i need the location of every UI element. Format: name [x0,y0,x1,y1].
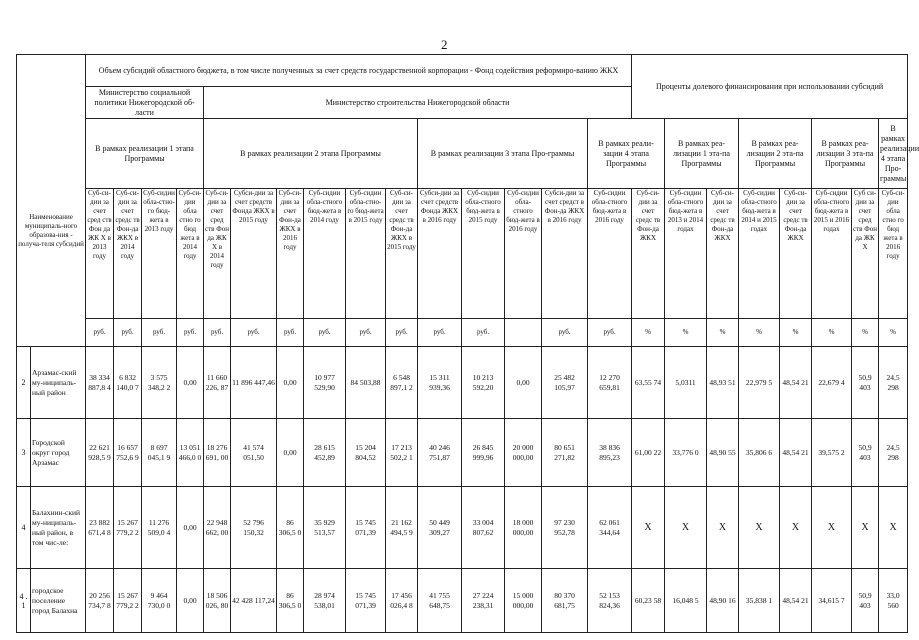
value-cell: 20 256 734,7 8 [86,569,114,633]
value-cell: 50,9 403 [852,347,879,419]
value-cell: 80 651 271,82 [542,419,588,487]
pstage3-header: В рамках реа-лизации 3 эта-па Программы [812,119,879,189]
value-cell: 50,9 403 [852,419,879,487]
stage1-header: В рамках реализации 1 этапа Программы [86,119,204,189]
value-cell: 35,838 1 [739,569,780,633]
value-cell: 39,575 2 [812,419,852,487]
value-cell: 42 428 117,24 [231,569,277,633]
unit-cell: руб. [277,319,304,347]
column-header: Суб-сидии обла-стного бюд-жета в 2013 и 2014 годах [665,189,707,319]
column-header: Суб-сидии обла-стного бюд-жета в 2014 и 2015 годах [739,189,780,319]
value-cell: 3 575 348,2 2 [142,347,177,419]
value-cell: 27 224 238,31 [462,569,505,633]
value-cell: X [739,487,780,569]
value-cell: 22 621 928,5 9 [86,419,114,487]
column-header: Суб-си-дии за счет средс тв Фон-да ЖКХ [632,189,665,319]
value-cell: 41 755 648,75 [418,569,462,633]
value-cell: X [632,487,665,569]
column-header: Субси-дии за счет средств Фонда ЖКХ в 2016 году [418,189,462,319]
value-cell: 15 311 939,36 [418,347,462,419]
column-header: Субси-дии за счет средств Фонда ЖКХ в 2015 году [231,189,277,319]
table-row [17,487,908,569]
pstage2-header: В рамках реа-лизации 2 эта-па Программы [739,119,812,189]
unit-cell: руб. [114,319,142,347]
value-cell: 18 000 000,00 [505,487,542,569]
value-cell: 0,00 [277,347,304,419]
value-cell: 48,54 21 [780,347,812,419]
column-header: Суб-си-дии за счет Фон-да ЖКХ в 2016 году [277,189,304,319]
table-row [17,419,908,487]
value-cell: 12 270 659,81 [588,347,632,419]
municipality-name: Городской округ город Арзамас [31,419,86,487]
municipality-header: Наименование муниципаль-ного образова-ния - получа-теля субсидий [17,55,86,347]
page-number: 2 [441,37,448,52]
column-header: Суб-си-дии за счет средс тв Фон-да ЖКХ [780,189,812,319]
value-cell: 48,54 21 [780,569,812,633]
column-header: Суб-си-дии за счет средс тв Фон-да ЖКХ в 2014 году [114,189,142,319]
unit-cell: руб. [346,319,386,347]
stage4-header: В рамках реали-зации 4 этапа Программы [588,119,665,189]
value-cell: 63,55 74 [632,347,665,419]
value-cell: 52 153 824,36 [588,569,632,633]
percent-header: Проценты долевого финансирования при использовании субсидий [632,55,908,119]
value-cell: 24,5 298 [879,419,908,487]
unit-cell: руб. [231,319,277,347]
stage3-header: В рамках реализации 3 этапа Про-граммы [418,119,588,189]
value-cell: 18 506 026, 80 [204,569,231,633]
value-cell: 24,5 298 [879,347,908,419]
value-cell: 10 977 529,90 [304,347,346,419]
column-header: Суб-сидии обла-стного бюд-жета в 2015 и 2016 годах [812,189,852,319]
value-cell: 48,93 51 [707,347,739,419]
value-cell: X [707,487,739,569]
value-cell: 18 276 691, 00 [204,419,231,487]
row-number: 2 [17,347,31,419]
value-cell: 22,679 4 [812,347,852,419]
column-header: Суб-сидии обла-стного бюд-жета в 2015 году [462,189,505,319]
value-cell: 0,00 [177,347,204,419]
column-header: Субси-дии за счет средст в Фон-да ЖКХ в 2016 году [542,189,588,319]
value-cell: 61,00 22 [632,419,665,487]
value-cell: 16 657 752,6 9 [114,419,142,487]
value-cell: 38 836 895,23 [588,419,632,487]
pstage4-header: В рамках реализации 4 этапа Про-граммы [879,119,908,189]
unit-cell: руб. [86,319,114,347]
value-cell: 60,23 58 [632,569,665,633]
value-cell: 22,979 5 [739,347,780,419]
unit-cell: % [665,319,707,347]
value-cell: 41 574 051,50 [231,419,277,487]
value-cell: 28 615 452,89 [304,419,346,487]
value-cell: X [780,487,812,569]
value-cell: 15 267 779,2 2 [114,487,142,569]
value-cell: 0,00 [177,487,204,569]
unit-cell: % [707,319,739,347]
unit-cell [505,319,542,347]
value-cell: 35 929 513,57 [304,487,346,569]
value-cell: 11 660 226, 87 [204,347,231,419]
value-cell: X [852,487,879,569]
unit-cell: руб. [204,319,231,347]
ministry-construction-header: Министерство строительства Нижегородской области [204,87,632,119]
column-header: Суб-сидии обла-стного бюд-жета в 2014 году [304,189,346,319]
value-cell: 86 306,5 0 [277,569,304,633]
unit-cell: % [780,319,812,347]
unit-cell: руб. [177,319,204,347]
value-cell: 48,54 21 [780,419,812,487]
value-cell: 10 213 592,20 [462,347,505,419]
unit-cell: руб. [142,319,177,347]
value-cell: 50 449 309,27 [418,487,462,569]
column-header: Суб-си-дии за счет средс тв Фон-да ЖКХ в 2015 году [386,189,418,319]
row-number: 4 . 1 [17,569,31,633]
volume-header: Объем субсидий областного бюджета, в том числе полученных за счет средств государственной корпорации - Фонд содействия реформиро-ванию ЖКХ [86,55,632,87]
unit-cell: руб. [462,319,505,347]
value-cell: X [665,487,707,569]
value-cell: 0,00 [177,569,204,633]
value-cell: 0,00 [505,347,542,419]
value-cell: 0,00 [277,419,304,487]
unit-cell: % [739,319,780,347]
municipality-name: Балахнин-ский му-ниципаль-ный район, в том чис-ле: [31,487,86,569]
value-cell: 11 896 447,46 [231,347,277,419]
value-cell: 6 548 897,1 2 [386,347,418,419]
unit-cell: руб. [418,319,462,347]
column-header: Суб-сидии обла-стного бюд-жета в 2016 году [588,189,632,319]
value-cell: 86 306,5 0 [277,487,304,569]
municipality-name: городское поселение город Балахна [31,569,86,633]
value-cell: 34,615 7 [812,569,852,633]
column-header: Суб-си-дии за счет сред ств Фон да ЖК Х в 2013 году [86,189,114,319]
column-header: Суб си-дии за счет сред ств Фон да ЖК Х [852,189,879,319]
row-number: 3 [17,419,31,487]
unit-cell: % [632,319,665,347]
column-header: Суб-сидии обла-стного бюд-жета в 2016 году [505,189,542,319]
value-cell: 80 370 681,75 [542,569,588,633]
value-cell: 15 204 804,52 [346,419,386,487]
unit-cell: руб. [386,319,418,347]
value-cell: 62 061 344,64 [588,487,632,569]
value-cell: 15 000 000,00 [505,569,542,633]
unit-cell: руб. [304,319,346,347]
value-cell: 9 464 730,0 0 [142,569,177,633]
municipality-name: Арзамас-ский му-ниципаль-ный район [31,347,86,419]
value-cell: 15 745 071,39 [346,569,386,633]
value-cell: 48,90 55 [707,419,739,487]
value-cell: 15 267 779,2 2 [114,569,142,633]
value-cell: 23 882 671,4 8 [86,487,114,569]
stage2-header: В рамках реализации 2 этапа Программы [204,119,418,189]
column-header: Суб-си-дии за счет сред ств Фон да ЖК Х в 2014 году [204,189,231,319]
value-cell: 38 334 887,8 4 [86,347,114,419]
value-cell: 20 000 000,00 [505,419,542,487]
value-cell: X [879,487,908,569]
value-cell: 22 948 662, 00 [204,487,231,569]
value-cell: 97 230 952,78 [542,487,588,569]
table-row [17,569,908,633]
ministry-social-header: Министерство социальной политики Нижегородской об-ласти [86,87,204,119]
unit-cell: % [852,319,879,347]
value-cell: 84 503,88 [346,347,386,419]
table-row [17,347,908,419]
value-cell: 11 276 509,0 4 [142,487,177,569]
pstage1-header: В рамках реа-лизации 1 эта-па Программы [665,119,739,189]
column-header: Суб-сидии обла-стно-го бюд-жета в 2013 году [142,189,177,319]
value-cell: 35,806 6 [739,419,780,487]
column-header: Суб-си-дии за счет средс тв Фон-да ЖКХ [707,189,739,319]
value-cell: 13 051 466,0 0 [177,419,204,487]
value-cell: 25 482 105,97 [542,347,588,419]
row-number: 4 [17,487,31,569]
value-cell: 6 832 140,0 7 [114,347,142,419]
value-cell: 15 745 071,39 [346,487,386,569]
unit-cell: руб. [588,319,632,347]
value-cell: 33,776 0 [665,419,707,487]
value-cell: 33,0 560 [879,569,908,633]
value-cell: 21 162 494,5 9 [386,487,418,569]
value-cell: 26 845 999,96 [462,419,505,487]
value-cell: 50,9 403 [852,569,879,633]
value-cell: 17 456 026,4 8 [386,569,418,633]
column-header: Суб-си-дии обла стно го бюд жета в 2016 году [879,189,908,319]
subsidy-table [16,54,919,633]
value-cell: 17 213 502,2 1 [386,419,418,487]
column-header: Суб-си-дии обла стно го бюд жета в 2014 году [177,189,204,319]
column-header: Суб-сидии обла-стно-го бюд-жета в 2015 году [346,189,386,319]
unit-cell: % [879,319,908,347]
value-cell: 48,90 16 [707,569,739,633]
value-cell: 33 004 807,62 [462,487,505,569]
value-cell: 16,048 5 [665,569,707,633]
value-cell: 8 697 045,1 9 [142,419,177,487]
unit-cell: % [812,319,852,347]
value-cell: 52 796 150,32 [231,487,277,569]
value-cell: X [812,487,852,569]
value-cell: 5,0311 [665,347,707,419]
unit-cell: руб. [542,319,588,347]
value-cell: 40 246 751,87 [418,419,462,487]
value-cell: 28 974 538,01 [304,569,346,633]
